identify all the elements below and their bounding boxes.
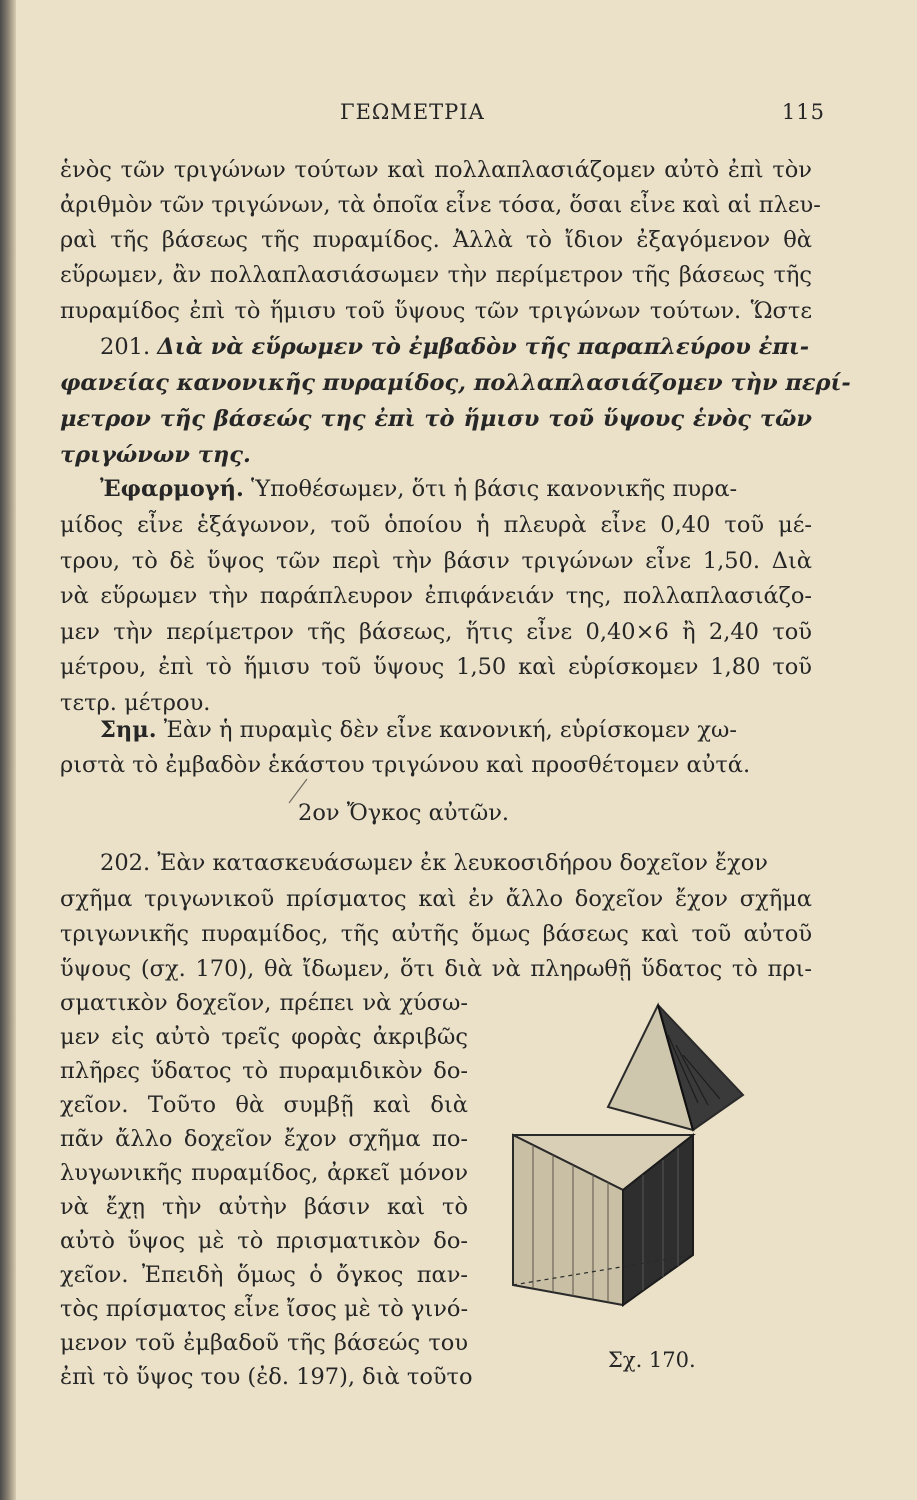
text-line: μέτρου, ἐπὶ τὸ ἥμισυ τοῦ ὕψους 1,50 καὶ εὑρίσκομεν 1,80 τοῦ: [60, 654, 812, 680]
paragraph-number: 201.: [100, 334, 151, 360]
note-label: Σημ.: [100, 717, 157, 743]
text-line: χεῖον. Ἐπειδὴ ὅμως ὁ ὄγκος παν-: [60, 1262, 468, 1288]
text-line: πλῆρες ὕδατος τὸ πυραμιδικὸν δο-: [60, 1058, 468, 1084]
text-line: χεῖον. Τοῦτο θὰ συμβῇ καὶ διὰ: [60, 1092, 468, 1118]
rule-text: φανείας κανονικῆς πυραμίδος, πολλαπλασιάζομεν τὴν περί-: [60, 370, 851, 396]
text-line: ἀριθμὸν τῶν τριγώνων, τὰ ὁποῖα εἶνε τόσα, ὅσαι εἶνε καὶ αἱ πλευ-: [60, 192, 821, 218]
text-line: ἐπὶ τὸ ὕψος του (ἐδ. 197), διὰ τοῦτο: [60, 1364, 473, 1390]
rule-text: μετρον τῆς βάσεώς της ἐπὶ τὸ ἥμισυ τοῦ ὕψους ἑνὸς τῶν: [60, 406, 812, 432]
page-number: 115: [781, 100, 825, 124]
text-line: ριστὰ τὸ ἐμβαδὸν ἑκάστου τριγώνου καὶ προσθέτομεν αὐτά.: [60, 752, 751, 778]
prism-with-pyramid-icon: [508, 985, 838, 1315]
text-line: εὕρωμεν, ἂν πολλαπλασιάσωμεν τὴν περίμετρον τῆς βάσεως τῆς: [60, 262, 812, 288]
paragraph-number: 202.: [100, 850, 151, 876]
text-line: νὰ ἔχῃ τὴν αὐτὴν βάσιν καὶ τὸ: [60, 1194, 468, 1220]
paragraph-202-first-line: [100, 848, 768, 878]
rule-text: Διὰ νὰ εὕρωμεν τὸ ἐμβαδὸν τῆς παραπλεύρου ἐπι-: [157, 334, 810, 360]
text-line: σχῆμα τριγωνικοῦ πρίσματος καὶ ἐν ἄλλο δοχεῖον ἔχον σχῆμα: [60, 886, 812, 912]
text-line: μεν εἰς αὐτὸ τρεῖς φορὰς ἀκριβῶς: [60, 1024, 468, 1050]
text-line: τετρ. μέτρου.: [60, 690, 211, 716]
application-text: Ὑποθέσωμεν, ὅτι ἡ βάσις κανονικῆς πυρα-: [250, 476, 738, 502]
text-line: μεν τὴν περίμετρον τῆς βάσεως, ἥτις εἶνε 0,40×6 ἢ 2,40 τοῦ: [60, 619, 812, 645]
text-line: ὕψους (σχ. 170), θὰ ἴδωμεν, ὅτι διὰ νὰ πληρωθῇ ὕδατος τὸ πρι-: [60, 956, 812, 982]
text-line: τρου, τὸ δὲ ὕψος τῶν περὶ τὴν βάσιν τριγώνων εἶνε 1,50. Διὰ: [60, 548, 812, 574]
application-label: Ἐφαρμογή.: [100, 476, 244, 502]
text-line: σματικὸν δοχεῖον, πρέπει νὰ χύσω-: [60, 990, 468, 1016]
page-title: ΓΕΩΜΕΤΡΙΑ: [340, 100, 485, 124]
application-first-line: [100, 474, 737, 504]
text-line: νὰ εὕρωμεν τὴν παράπλευρον ἐπιφάνειάν της, πολλαπλασιάζο-: [60, 583, 812, 609]
note-first-line: [100, 715, 737, 745]
text-line: μίδος εἶνε ἑξάγωνον, τοῦ ὁποίου ἡ πλευρὰ εἶνε 0,40 τοῦ μέ-: [60, 512, 812, 538]
rule-201-line: [100, 332, 809, 362]
section-heading: 2ον Ὄγκος αὐτῶν.: [298, 800, 510, 826]
text-line: τὸς πρίσματος εἶνε ἴσος μὲ τὸ γινό-: [60, 1296, 469, 1322]
text-line: μενον τοῦ ἐμβαδοῦ τῆς βάσεώς του: [60, 1330, 468, 1356]
running-head: [60, 100, 880, 130]
text-line: τριγωνικῆς πυραμίδος, τῆς αὐτῆς ὅμως βάσεως καὶ τοῦ αὐτοῦ: [60, 921, 812, 947]
text-line: πυραμίδος ἐπὶ τὸ ἥμισυ τοῦ ὕψους τῶν τριγώνων τούτων. Ὥστε: [60, 298, 812, 324]
figure-caption: Σχ. 170.: [608, 1348, 696, 1372]
book-binding-edge: [0, 0, 16, 1500]
text-line: λυγωνικῆς πυραμίδος, ἀρκεῖ μόνον: [60, 1160, 468, 1186]
note-text: Ἐὰν ἡ πυραμὶς δὲν εἶνε κανονική, εὑρίσκομεν χω-: [163, 717, 737, 743]
text-line: πᾶν ἄλλο δοχεῖον ἔχον σχῆμα πο-: [60, 1126, 468, 1152]
text-line: ἑνὸς τῶν τριγώνων τούτων καὶ πολλαπλασιάζομεν αὐτὸ ἐπὶ τὸν: [60, 157, 812, 183]
paragraph-text: Ἐὰν κατασκευάσωμεν ἐκ λευκοσιδήρου δοχεῖον ἔχον: [157, 850, 768, 876]
text-line: ραὶ τῆς βάσεως τῆς πυραμίδος. Ἀλλὰ τὸ ἴδιον ἐξαγόμενον θὰ: [60, 227, 812, 253]
rule-text: τριγώνων της.: [60, 442, 251, 468]
text-line: αὐτὸ ὕψος μὲ τὸ πρισματικὸν δο-: [60, 1228, 468, 1254]
